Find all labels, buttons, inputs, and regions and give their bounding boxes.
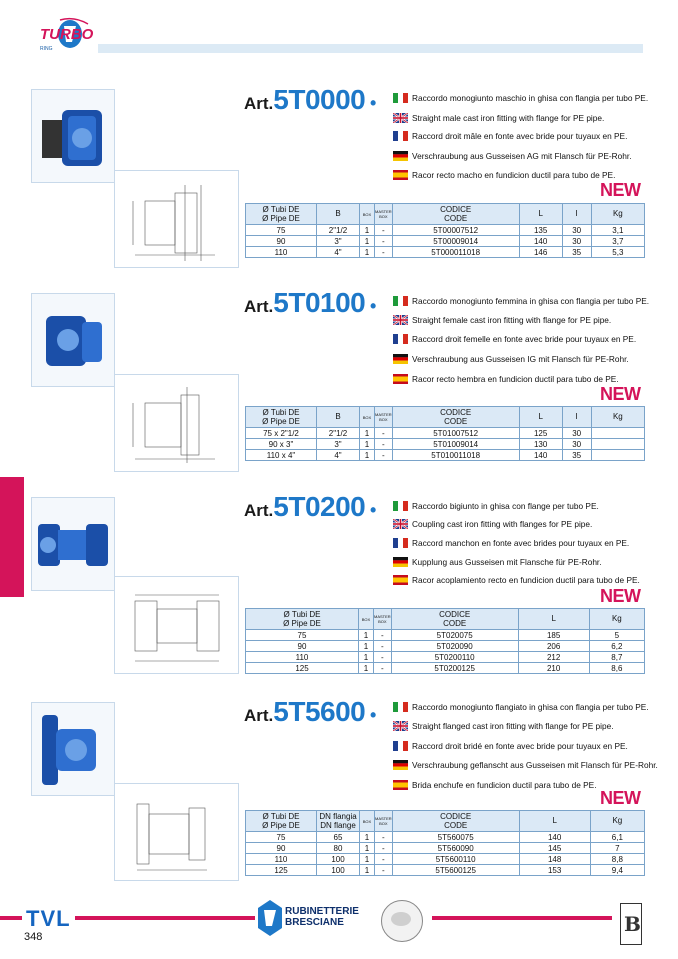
header-pipe-de: Ø Tubi DE Ø Pipe DE bbox=[246, 811, 317, 832]
table-cell: - bbox=[374, 630, 392, 641]
art-label: Art. bbox=[244, 501, 274, 520]
table-cell: 90 bbox=[246, 236, 317, 247]
art-label: Art. bbox=[244, 94, 274, 113]
france-flag-icon bbox=[393, 741, 408, 751]
header-box: BOX bbox=[360, 811, 375, 832]
company-line2: BRESCIANE bbox=[285, 917, 344, 928]
table-cell: - bbox=[375, 428, 393, 439]
rubinetterie-logo-icon bbox=[258, 900, 282, 936]
logo-subtext: RING bbox=[40, 46, 53, 52]
desc-de: Verschraubung geflanscht aus Gusseisen mit Flansch für PE-Rohr. bbox=[393, 760, 658, 771]
table-cell: 5T00009014 bbox=[392, 236, 519, 247]
technical-drawing-5t5600 bbox=[114, 783, 239, 881]
table-cell: 8,7 bbox=[589, 652, 644, 663]
table-cell: 80 bbox=[317, 843, 360, 854]
header-box: BOX bbox=[360, 204, 375, 225]
article-title-5t0200: Art.5T0200 • bbox=[244, 491, 377, 522]
side-tab bbox=[0, 477, 24, 597]
table-cell: 90 bbox=[246, 843, 317, 854]
header-i: I bbox=[562, 204, 591, 225]
table-cell: - bbox=[375, 832, 393, 843]
table-cell: 6,1 bbox=[590, 832, 644, 843]
table-row bbox=[246, 663, 645, 674]
germany-flag-icon bbox=[393, 151, 408, 161]
table-cell: 90 bbox=[246, 641, 359, 652]
table-cell: 5T5600110 bbox=[392, 854, 519, 865]
header-dn-flange: DN flangia DN flange bbox=[317, 811, 360, 832]
table-row bbox=[246, 428, 645, 439]
table-cell: 65 bbox=[317, 832, 360, 843]
table-row bbox=[246, 854, 645, 865]
desc-es: Racor recto hembra en fundicion ductil para tubo de PE. bbox=[393, 374, 619, 385]
header-kg: Kg bbox=[591, 204, 644, 225]
header-pipe-de: Ø Tubi DE Ø Pipe DE bbox=[246, 204, 317, 225]
header-code: CODICE CODE bbox=[392, 204, 519, 225]
table-cell: 7 bbox=[590, 843, 644, 854]
header-box: BOX bbox=[359, 609, 374, 630]
desc-it: Raccordo monogiunto femmina in ghisa con flangia per tubo PE. bbox=[393, 296, 649, 307]
table-cell: 1 bbox=[360, 236, 375, 247]
table-cell: 110 bbox=[246, 247, 317, 258]
table-cell: 2"1/2 bbox=[317, 225, 360, 236]
header-kg: Kg bbox=[590, 811, 644, 832]
table-cell: 3" bbox=[317, 439, 360, 450]
table-cell: 125 bbox=[246, 663, 359, 674]
company-line1: RUBINETTERIE bbox=[285, 906, 359, 917]
spain-flag-icon bbox=[393, 170, 408, 180]
table-cell: - bbox=[375, 236, 393, 247]
france-flag-icon bbox=[393, 538, 408, 548]
header-box: BOX bbox=[360, 407, 375, 428]
table-row bbox=[246, 450, 645, 461]
spain-flag-icon bbox=[393, 374, 408, 384]
table-cell: 212 bbox=[518, 652, 589, 663]
desc-es: Racor recto macho en fundicion ductil para tubo de PE. bbox=[393, 170, 615, 181]
header-l: L bbox=[519, 204, 562, 225]
table-cell: 2"1/2 bbox=[317, 428, 360, 439]
header-pipe-de: Ø Tubi DE Ø Pipe DE bbox=[246, 609, 359, 630]
table-cell: 30 bbox=[562, 225, 591, 236]
header-bar bbox=[98, 44, 643, 53]
desc-en: Straight flanged cast iron fitting with flange for PE pipe. bbox=[393, 721, 614, 732]
table-cell: 3,1 bbox=[591, 225, 644, 236]
header-kg: Kg bbox=[591, 407, 644, 428]
header-i: I bbox=[562, 407, 591, 428]
table-cell: 185 bbox=[518, 630, 589, 641]
table-cell: 110 bbox=[246, 854, 317, 865]
table-cell: 1 bbox=[359, 652, 374, 663]
table-cell: 1 bbox=[359, 641, 374, 652]
table-cell: 1 bbox=[360, 428, 375, 439]
table-cell bbox=[591, 428, 644, 439]
italy-flag-icon bbox=[393, 702, 408, 712]
header-code: CODICE CODE bbox=[391, 609, 518, 630]
table-row bbox=[246, 652, 645, 663]
table-cell: 125 bbox=[246, 865, 317, 876]
uk-flag-icon bbox=[393, 519, 408, 529]
tvl-logo: TVL bbox=[22, 906, 75, 932]
table-cell: 5 bbox=[589, 630, 644, 641]
table-cell: - bbox=[375, 854, 393, 865]
table-cell: 135 bbox=[519, 225, 562, 236]
table-cell: 206 bbox=[518, 641, 589, 652]
table-cell: 75 bbox=[246, 225, 317, 236]
article-code: 5T0200 bbox=[273, 491, 366, 522]
table-cell: - bbox=[374, 641, 392, 652]
header-b: B bbox=[317, 407, 360, 428]
header-code: CODICE CODE bbox=[392, 407, 519, 428]
spec-table-5t0100 bbox=[245, 406, 645, 461]
table-cell: 5T560090 bbox=[392, 843, 519, 854]
table-cell: 100 bbox=[317, 854, 360, 865]
table-cell: 75 x 2"1/2 bbox=[246, 428, 317, 439]
table-row bbox=[246, 843, 645, 854]
page-number: 348 bbox=[24, 931, 43, 943]
table-row bbox=[246, 247, 645, 258]
header-master-box: MASTER BOX bbox=[374, 609, 392, 630]
spec-table-5t5600 bbox=[245, 810, 645, 876]
table-cell: 75 bbox=[246, 630, 359, 641]
table-cell: 5T020075 bbox=[391, 630, 518, 641]
italy-flag-icon bbox=[393, 501, 408, 511]
table-cell: 3,7 bbox=[591, 236, 644, 247]
table-row bbox=[246, 236, 645, 247]
table-cell: 5T0200125 bbox=[391, 663, 518, 674]
uk-flag-icon bbox=[393, 113, 408, 123]
table-cell: 146 bbox=[519, 247, 562, 258]
table-cell: 3" bbox=[317, 236, 360, 247]
table-cell: 1 bbox=[360, 854, 375, 865]
table-cell: - bbox=[375, 450, 393, 461]
italy-flag-icon bbox=[393, 296, 408, 306]
art-label: Art. bbox=[244, 297, 274, 316]
desc-en: Straight male cast iron fitting with flange for PE pipe. bbox=[393, 113, 604, 124]
desc-de: Kupplung aus Gusseisen mit Flansche für PE-Rohr. bbox=[393, 557, 602, 568]
germany-flag-icon bbox=[393, 557, 408, 567]
table-row bbox=[246, 630, 645, 641]
header-pipe-de: Ø Tubi DE Ø Pipe DE bbox=[246, 407, 317, 428]
uk-flag-icon bbox=[393, 315, 408, 325]
desc-fr: Raccord manchon en fonte avec brides pour tuyaux en PE. bbox=[393, 538, 629, 549]
france-flag-icon bbox=[393, 131, 408, 141]
desc-de: Verschraubung aus Gusseisen IG mit Flansch für PE-Rohr. bbox=[393, 354, 629, 365]
table-cell: 110 x 4" bbox=[246, 450, 317, 461]
table-cell: 140 bbox=[519, 832, 590, 843]
desc-it: Raccordo bigiunto in ghisa con flange per tubo PE. bbox=[393, 501, 599, 512]
spec-table-5t0200 bbox=[245, 608, 645, 674]
uk-flag-icon bbox=[393, 721, 408, 731]
table-cell: 1 bbox=[360, 843, 375, 854]
table-cell: 5T0200110 bbox=[391, 652, 518, 663]
table-cell bbox=[591, 439, 644, 450]
table-cell: 5T020090 bbox=[391, 641, 518, 652]
table-cell: 75 bbox=[246, 832, 317, 843]
header-l: L bbox=[519, 811, 590, 832]
table-cell: 110 bbox=[246, 652, 359, 663]
table-cell: 90 x 3" bbox=[246, 439, 317, 450]
footer-line-right bbox=[432, 916, 612, 920]
table-cell: 35 bbox=[562, 247, 591, 258]
table-cell: - bbox=[375, 843, 393, 854]
spain-flag-icon bbox=[393, 780, 408, 790]
technical-drawing-5t0100 bbox=[114, 374, 239, 472]
table-cell: 30 bbox=[562, 428, 591, 439]
table-cell: 1 bbox=[360, 832, 375, 843]
certification-seal-center bbox=[391, 912, 411, 926]
table-cell: 5T560075 bbox=[392, 832, 519, 843]
new-badge: NEW bbox=[600, 586, 641, 606]
article-title-5t0100: Art.5T0100 • bbox=[244, 287, 377, 318]
table-cell: - bbox=[374, 652, 392, 663]
header-l: L bbox=[519, 407, 562, 428]
table-cell: 5T00007512 bbox=[392, 225, 519, 236]
desc-es: Brida enchufe en fundicion ductil para tubo de PE. bbox=[393, 780, 597, 791]
table-row bbox=[246, 865, 645, 876]
table-cell: 8,8 bbox=[590, 854, 644, 865]
product-photo-5t5600 bbox=[31, 702, 115, 796]
table-cell bbox=[591, 450, 644, 461]
france-flag-icon bbox=[393, 334, 408, 344]
desc-fr: Raccord droit bridé en fonte avec bride pour tuyaux en PE. bbox=[393, 741, 628, 752]
desc-fr: Raccord droit femelle en fonte avec bride pour tuyaux en PE. bbox=[393, 334, 636, 345]
new-badge: NEW bbox=[600, 788, 641, 808]
table-cell: 4" bbox=[317, 450, 360, 461]
article-code: 5T5600 bbox=[273, 696, 366, 727]
table-cell: 145 bbox=[519, 843, 590, 854]
table-cell: 5,3 bbox=[591, 247, 644, 258]
table-cell: 1 bbox=[360, 865, 375, 876]
article-code: 5T0100 bbox=[273, 287, 366, 318]
table-cell: 1 bbox=[360, 439, 375, 450]
table-cell: - bbox=[375, 865, 393, 876]
desc-it: Raccordo monogiunto maschio in ghisa con flangia per tubo PE. bbox=[393, 93, 648, 104]
article-title-5t5600: Art.5T5600 • bbox=[244, 696, 377, 727]
desc-it: Raccordo monogiunto flangiato in ghisa con flangia per tubo PE. bbox=[393, 702, 649, 713]
germany-flag-icon bbox=[393, 354, 408, 364]
table-cell: 148 bbox=[519, 854, 590, 865]
desc-fr: Raccord droit mâle en fonte avec bride pour tuyaux en PE. bbox=[393, 131, 627, 142]
italy-flag-icon bbox=[393, 93, 408, 103]
table-cell: 1 bbox=[360, 450, 375, 461]
table-cell: 1 bbox=[360, 247, 375, 258]
header-l: L bbox=[518, 609, 589, 630]
table-row bbox=[246, 225, 645, 236]
table-cell: 5T01007512 bbox=[392, 428, 519, 439]
table-row bbox=[246, 439, 645, 450]
company-name bbox=[285, 906, 359, 928]
table-cell: 4" bbox=[317, 247, 360, 258]
desc-en: Coupling cast iron fitting with flanges for PE pipe. bbox=[393, 519, 592, 530]
header-b: B bbox=[317, 204, 360, 225]
table-cell: 35 bbox=[562, 450, 591, 461]
table-cell: 210 bbox=[518, 663, 589, 674]
table-cell: 30 bbox=[562, 236, 591, 247]
table-cell: 100 bbox=[317, 865, 360, 876]
table-row bbox=[246, 641, 645, 652]
article-code: 5T0000 bbox=[273, 84, 366, 115]
table-cell: 140 bbox=[519, 450, 562, 461]
table-cell: 1 bbox=[359, 663, 374, 674]
table-cell: - bbox=[375, 247, 393, 258]
table-cell: - bbox=[374, 663, 392, 674]
table-cell: 140 bbox=[519, 236, 562, 247]
germany-flag-icon bbox=[393, 760, 408, 770]
bonomi-letter: B bbox=[624, 912, 641, 936]
header-master-box: MASTER BOX bbox=[375, 811, 393, 832]
table-cell: 9,4 bbox=[590, 865, 644, 876]
product-photo-5t0000 bbox=[31, 89, 115, 183]
desc-es: Racor acoplamiento recto en fundicion ductil para tubo de PE. bbox=[393, 575, 640, 586]
art-label: Art. bbox=[244, 706, 274, 725]
table-cell: 5T01009014 bbox=[392, 439, 519, 450]
header-kg: Kg bbox=[589, 609, 644, 630]
article-title-5t0000: Art.5T0000 • bbox=[244, 84, 377, 115]
new-badge: NEW bbox=[600, 180, 641, 200]
product-photo-5t0100 bbox=[31, 293, 115, 387]
technical-drawing-5t0200 bbox=[114, 576, 239, 674]
new-badge: NEW bbox=[600, 384, 641, 404]
table-cell: 1 bbox=[360, 225, 375, 236]
technical-drawing-5t0000 bbox=[114, 170, 239, 268]
table-cell: 153 bbox=[519, 865, 590, 876]
header-code: CODICE CODE bbox=[392, 811, 519, 832]
table-cell: 130 bbox=[519, 439, 562, 450]
logo-text: TURBO bbox=[40, 26, 94, 43]
header-master-box: MASTER BOX bbox=[375, 407, 393, 428]
table-cell: 30 bbox=[562, 439, 591, 450]
table-cell: 8,6 bbox=[589, 663, 644, 674]
table-cell: 125 bbox=[519, 428, 562, 439]
desc-de: Verschraubung aus Gusseisen AG mit Flansch für PE-Rohr. bbox=[393, 151, 632, 162]
table-cell: 6,2 bbox=[589, 641, 644, 652]
table-cell: 5T000011018 bbox=[392, 247, 519, 258]
desc-en: Straight female cast iron fitting with flange for PE pipe. bbox=[393, 315, 611, 326]
table-cell: - bbox=[375, 439, 393, 450]
table-cell: - bbox=[375, 225, 393, 236]
table-cell: 5T5600125 bbox=[392, 865, 519, 876]
product-photo-5t0200 bbox=[31, 497, 115, 591]
spain-flag-icon bbox=[393, 575, 408, 585]
table-row bbox=[246, 832, 645, 843]
table-cell: 1 bbox=[359, 630, 374, 641]
header-master-box: MASTER BOX bbox=[375, 204, 393, 225]
table-cell: 5T010011018 bbox=[392, 450, 519, 461]
spec-table-5t0000 bbox=[245, 203, 645, 258]
